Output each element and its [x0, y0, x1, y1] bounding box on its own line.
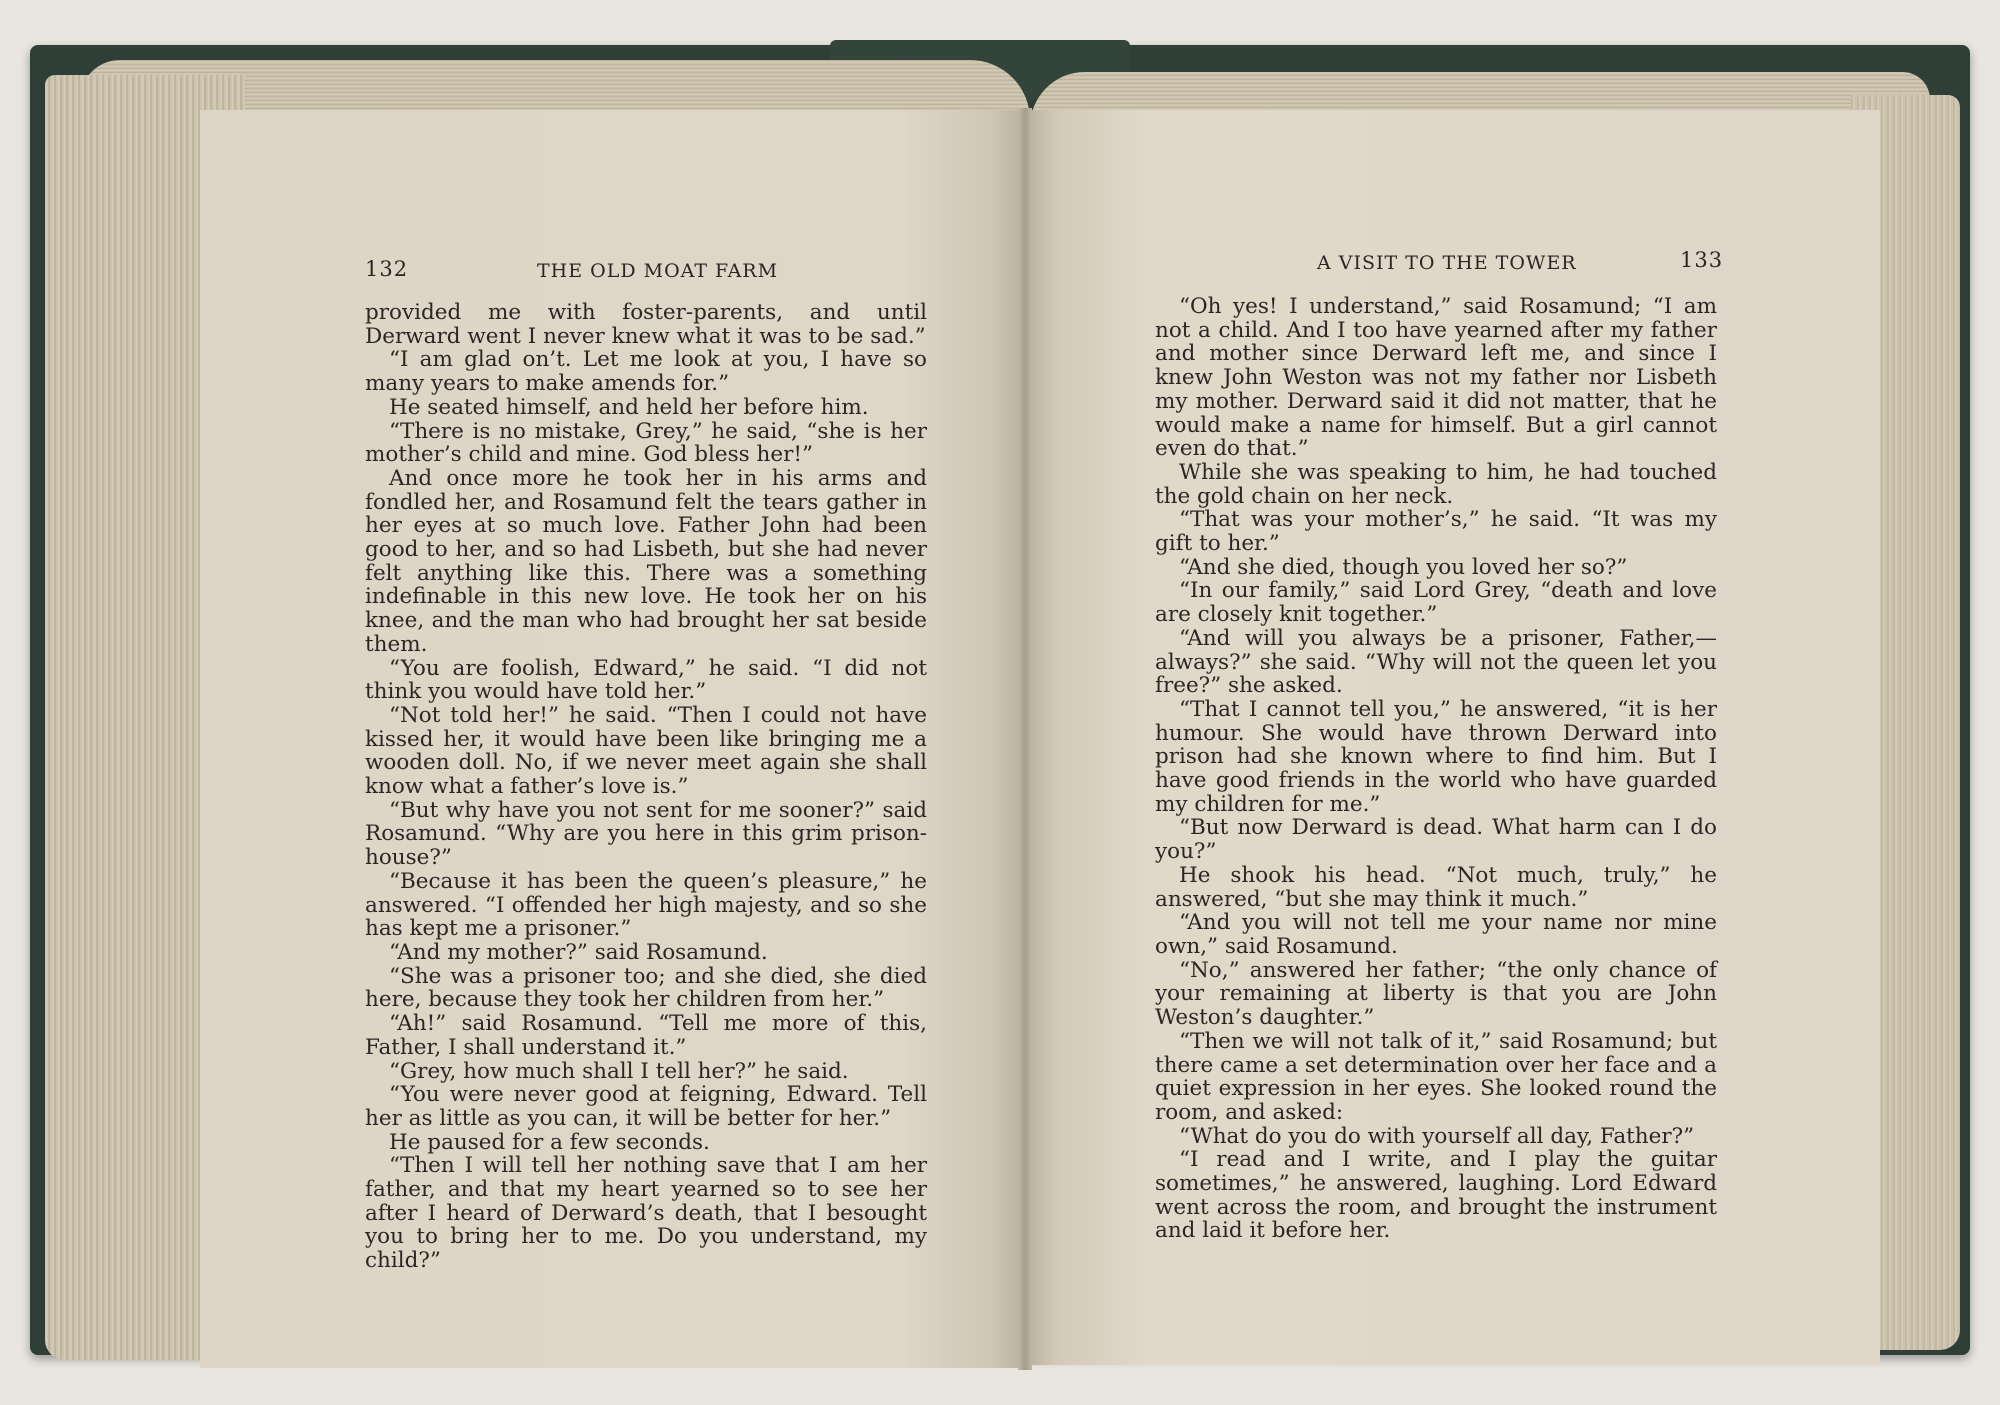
paragraph: “You were never good at feigning, Edward. Tell her as little as you can, it will be better for her.”	[365, 1082, 927, 1131]
paragraph: “And she died, though you loved her so?”	[1179, 554, 1628, 580]
paragraph: “And will you always be a prisoner, Father,—always?” she said. “Why will not the queen let you free?” she asked.	[1155, 625, 1717, 699]
paragraph: “Because it has been the queen’s pleasure,” he answered. “I offended her high majesty, and so she has kept me a prisoner.”	[365, 868, 927, 942]
paragraph: “I read and I write, and I play the guitar sometimes,” he answered, laughing. Lord Edward went across the room, and brought the instrument and laid it before her.	[1155, 1147, 1717, 1244]
paragraph: He paused for a few seconds.	[389, 1129, 710, 1155]
paragraph: “I am glad on’t. Let me look at you, I have so many years to make amends for.”	[365, 347, 927, 397]
left-page-body	[365, 301, 927, 1273]
paragraph: “Ah!” said Rosamund. “Tell me more of this, Father, I shall understand it.”	[365, 1011, 927, 1060]
paragraph: provided me with foster-parents, and until Derward went I never knew what it was to be sad.”	[365, 300, 927, 349]
paragraph: While she was speaking to him, he had touched the gold chain on her neck.	[1155, 459, 1717, 509]
paragraph: “There is no mistake, Grey,” he said, “she is her mother’s child and mine. God bless her!”	[365, 418, 927, 468]
paragraph: “That I cannot tell you,” he answered, “it is her humour. She would have thrown Derward into prison had she known where to find him. But I have good friends in the world who have guarded my children for me.”	[1155, 696, 1717, 817]
right-running-head: A VISIT TO THE TOWER	[1317, 252, 1577, 274]
paragraph: “Grey, how much shall I tell her?” he said.	[389, 1058, 849, 1084]
paragraph: “But why have you not sent for me sooner?” said Rosamund. “Why are you here in this grim prison-house?”	[365, 797, 927, 871]
paragraph: “She was a prisoner too; and she died, she died here, because they took her children from her.”	[365, 963, 927, 1013]
paragraph: “Oh yes! I understand,” said Rosamund; “I am not a child. And I too have yearned after my father and mother since Derward left me, and since I knew John Weston was not my father nor Lisbeth my mother. Derward said it did not matter, that he would make a name for himself. But a girl cannot even do that.”	[1155, 294, 1717, 462]
paragraph: He shook his head. “Not much, truly,” he answered, “but she may think it much.”	[1155, 862, 1717, 912]
paragraph: “But now Derward is dead. What harm can I do you?”	[1155, 815, 1717, 865]
book-gutter	[1018, 108, 1032, 1370]
right-page	[1025, 110, 1880, 1365]
right-page-number: 133	[1680, 248, 1724, 272]
paragraph: “And you will not tell me your name nor mine own,” said Rosamund.	[1155, 910, 1717, 959]
left-running-head: THE OLD MOAT FARM	[537, 260, 779, 282]
left-page-number: 132	[365, 257, 409, 281]
paragraph: “Then we will not talk of it,” said Rosamund; but there came a set determination over her face and a quiet expression in her eyes. She looked round the room, and asked:	[1155, 1028, 1717, 1125]
paragraph: He seated himself, and held her before him.	[389, 394, 869, 420]
paragraph: “In our family,” said Lord Grey, “death and love are closely knit together.”	[1155, 578, 1717, 628]
paragraph: “Not told her!” he said. “Then I could not have kissed her, it would have been like bringing me a wooden doll. No, if we never meet again she shall know what a father’s love is.”	[365, 702, 927, 800]
paragraph: “That was your mother’s,” he said. “It was my gift to her.”	[1155, 507, 1717, 557]
paragraph: “Then I will tell her nothing save that I am her father, and that my heart yearned so to see her after I heard of Derward’s death, that I besought you to bring her to me. Do you understand, my child?”	[365, 1153, 927, 1274]
paragraph: “No,” answered her father; “the only chance of your remaining at liberty is that you are John Weston’s daughter.”	[1155, 957, 1717, 1031]
right-page-body	[1155, 295, 1717, 1243]
paragraph: “What do you do with yourself all day, Father?”	[1179, 1123, 1695, 1149]
paragraph: And once more he took her in his arms and fondled her, and Rosamund felt the tears gather in her eyes at so much love. Father John had been good to her, and so had Lisbeth, but she had never felt anything like this. There was a something indefinable in this new love. He took her on his knee, and the man who had brought her sat beside them.	[365, 465, 927, 657]
paragraph: “You are foolish, Edward,” he said. “I did not think you would have told her.”	[365, 655, 927, 705]
paragraph: “And my mother?” said Rosamund.	[389, 939, 768, 965]
left-page	[200, 110, 1025, 1368]
